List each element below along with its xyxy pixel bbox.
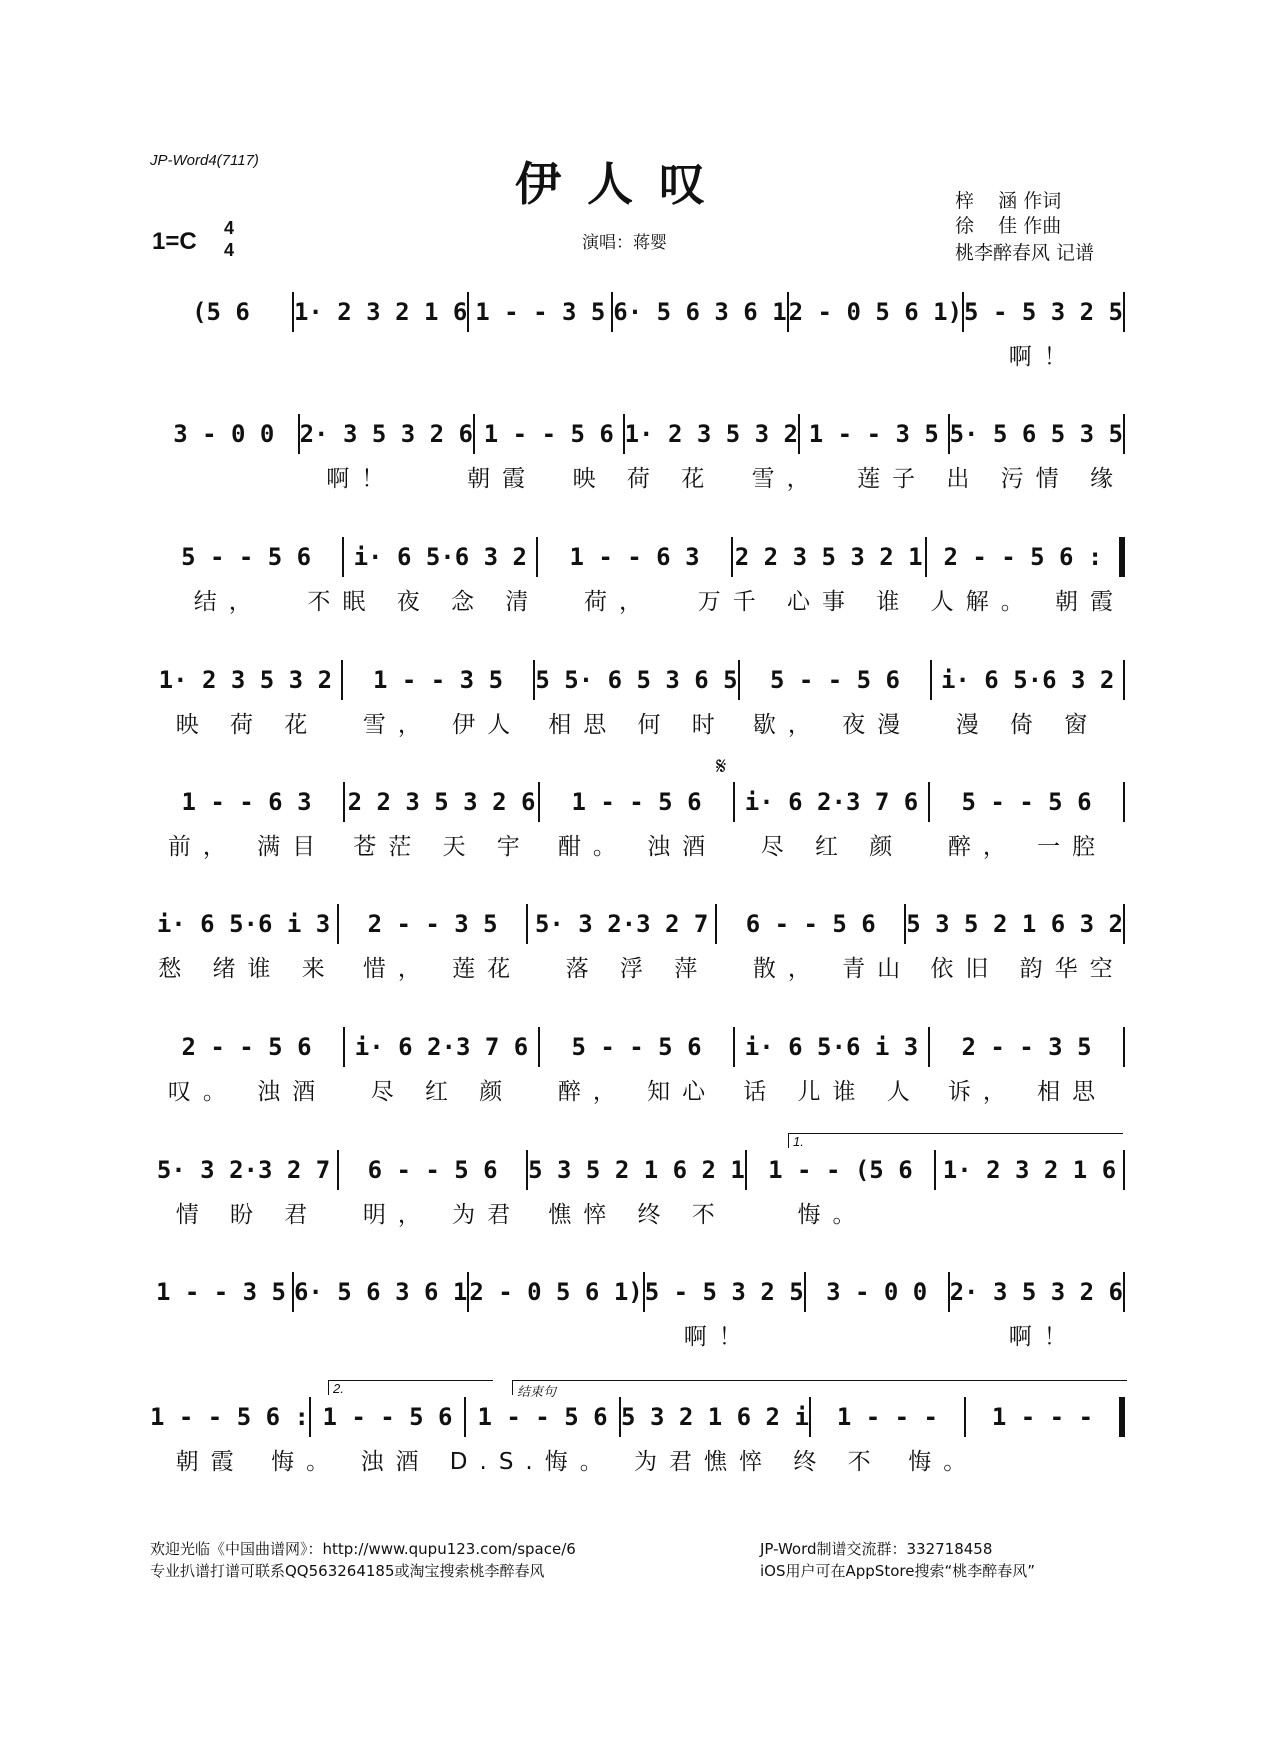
notes-row xyxy=(150,290,1125,334)
measure-notes: 6· 5 6 3 6 1 xyxy=(613,298,787,326)
measure-notes: 1 - - 5 6 : xyxy=(150,1403,309,1431)
measure-notes: 1· 2 3 2 1 6 xyxy=(942,1156,1117,1184)
measure-notes: 2 - - 5 6 xyxy=(181,1033,312,1061)
measure-notes: 6· 5 6 3 6 1 xyxy=(293,1278,468,1306)
measure-lyrics: 惜， 莲花 xyxy=(362,956,523,982)
measure-lyrics xyxy=(313,338,476,371)
measure-notes: 2 - - 3 5 xyxy=(961,1033,1092,1061)
measure-lyrics: 啊！ xyxy=(326,466,397,492)
measure-lyrics: 悔。 浊酒 D.S. xyxy=(271,1449,545,1475)
measure-notes: 5 3 5 2 1 6 3 2 xyxy=(906,910,1123,938)
footer-website: 欢迎光临《中国曲谱网》：http://www.qupu123.com/space/6 xyxy=(150,1540,576,1558)
measure-lyrics xyxy=(475,1318,638,1351)
measure-lyrics: 啊！ xyxy=(1008,1324,1079,1350)
measure-notes: i· 6 2·3 7 6 xyxy=(354,1033,529,1061)
measure-notes: 1 - - 6 3 xyxy=(181,788,312,816)
measure-notes: 1 - - 3 5 xyxy=(155,1278,286,1306)
measure-lyrics: 万千 心事 谁 人 xyxy=(697,589,966,615)
measure-notes: 5 - 5 3 2 5 xyxy=(964,298,1123,326)
measure-notes: 5 - - 5 6 xyxy=(571,1033,702,1061)
measure-lyrics: 尽 红 颜 xyxy=(370,1079,515,1105)
measure-notes: 1 - - - xyxy=(991,1403,1094,1431)
measure-notes: 2 2 3 5 3 2 6 xyxy=(347,788,536,816)
measure-notes: 3 - 0 0 xyxy=(173,420,275,448)
measure-notes: 2 - 0 5 6 1) xyxy=(469,1278,643,1306)
measure-notes: i· 6 5·6 i 3 xyxy=(744,1033,919,1061)
measure-lyrics: 醉， 知心 xyxy=(557,1079,718,1105)
measure-lyrics: 叹。 浊酒 xyxy=(167,1079,328,1105)
measure-lyrics xyxy=(150,338,313,371)
measure-notes: 5 - - 5 6 xyxy=(769,666,900,694)
volta-one-bracket: 1. xyxy=(788,1133,1123,1148)
end-bar-line xyxy=(1123,660,1125,700)
measure-lyrics: 前， 满目 xyxy=(167,834,328,860)
lyrics-row xyxy=(150,1073,1125,1106)
measure-lyrics: 映 荷 花 xyxy=(175,712,320,738)
measure-lyrics: 映 荷 花 xyxy=(572,466,717,492)
staff-system xyxy=(150,902,1125,1002)
measure-lyrics: 漫 倚 窗 xyxy=(955,712,1100,738)
measure-lyrics: 解。 朝霞 xyxy=(965,589,1125,615)
measure-notes: i· 6 5·6 3 2 xyxy=(353,543,527,571)
measure-lyrics: 尽 红 颜 xyxy=(760,834,905,860)
measure-notes: 1 - - 6 3 xyxy=(569,543,700,571)
measure-lyrics: 悔。 xyxy=(797,1202,868,1228)
measure-notes: 1 - - 5 6 xyxy=(477,1403,608,1431)
measure-lyrics xyxy=(1004,1443,1125,1476)
measure-notes: 3 - 0 0 xyxy=(826,1278,928,1306)
staff-system xyxy=(150,780,1125,880)
measure-lyrics xyxy=(313,1318,476,1351)
measure-lyrics: 落 浮 萍 xyxy=(565,956,710,982)
measure-lyrics: 啊！ xyxy=(1008,344,1079,370)
measure-notes: 5 3 2 1 6 2 i xyxy=(621,1403,809,1431)
measure-lyrics: 莲子 出 污情 缘 xyxy=(857,466,1125,492)
staff-system xyxy=(150,1148,1125,1248)
measure-lyrics: 醉， 一腔 xyxy=(947,834,1108,860)
measure-lyrics xyxy=(475,338,638,371)
measure-notes: 5 - - 5 6 xyxy=(961,788,1092,816)
notes-row xyxy=(150,1270,1125,1314)
measure-lyrics: 不眠 夜 念 清 xyxy=(307,589,541,615)
measure-lyrics: 朝霞 xyxy=(175,1449,246,1475)
end-bar-line xyxy=(1123,782,1125,822)
footer-ios: iOS用户可在AppStore搜索“桃李醉春风” xyxy=(760,1562,1035,1580)
measure-notes: 5 5· 6 5 3 6 5 xyxy=(535,666,738,694)
measure-notes: 6 - - 5 6 xyxy=(745,910,876,938)
notes-row xyxy=(150,1148,1125,1192)
measure-notes: 1· 2 3 2 1 6 xyxy=(293,298,468,326)
measure-notes: i· 6 5·6 i 3 xyxy=(156,910,331,938)
measure-lyrics: 散， 青山 xyxy=(752,956,913,982)
measure-lyrics: 荷， xyxy=(584,589,655,615)
end-bar-line xyxy=(1123,1150,1125,1190)
end-bar-line xyxy=(1119,1397,1125,1437)
lyrics-row xyxy=(150,1318,1125,1351)
measure-notes: 1 - - 5 6 xyxy=(322,1403,453,1431)
footer-contact: 专业扒谱打谱可联系QQ563264185或淘宝搜索桃李醉春风 xyxy=(150,1562,545,1580)
measure-notes: 5 - 5 3 2 5 xyxy=(644,1278,804,1306)
notes-row xyxy=(150,902,1125,946)
measure-lyrics xyxy=(800,338,963,371)
staff-system xyxy=(150,1270,1125,1370)
end-bar-line xyxy=(1123,414,1125,454)
score-title: 伊人叹 xyxy=(515,157,731,211)
measure-lyrics: 悔。 为君 xyxy=(544,1449,705,1475)
staff-system xyxy=(150,412,1125,512)
lyrics-row xyxy=(150,1196,1125,1229)
measure-lyrics: 结， xyxy=(193,589,264,615)
lyrics-row xyxy=(150,460,1125,493)
ending-phrase-bracket: 结束句 xyxy=(512,1380,1127,1395)
transcriber-credit: 桃李醉春风 记谱 xyxy=(955,242,1095,264)
measure-notes: 1 - - 3 5 xyxy=(475,298,606,326)
time-signature-bottom: 4 xyxy=(224,240,235,260)
measure-notes: 2 - - 5 6 : xyxy=(943,543,1103,571)
measure-notes: 2· 3 5 3 2 6 xyxy=(299,420,473,448)
measure-notes: 5· 3 2·3 2 7 xyxy=(534,910,709,938)
lyricist-credit: 梓 涵 作词 xyxy=(955,190,1062,212)
singer-credit: 演唱：蒋婴 xyxy=(582,233,667,253)
measure-notes: 1 - - (5 6 xyxy=(768,1156,913,1184)
measure-lyrics: 雪， xyxy=(751,466,822,492)
lyrics-row xyxy=(150,706,1125,739)
key-signature: 1=C xyxy=(152,228,197,255)
measure-notes: 1 - - - xyxy=(836,1403,938,1431)
measure-notes: 1· 2 3 5 3 2 xyxy=(624,420,798,448)
measure-lyrics: 话 儿谁 人 xyxy=(743,1079,922,1105)
measure-lyrics: 酣。 浊酒 xyxy=(557,834,718,860)
measure-notes: 2· 3 5 3 2 6 xyxy=(949,1278,1123,1306)
measure-lyrics: 悔。 xyxy=(908,1449,979,1475)
notes-row xyxy=(150,780,1125,824)
measure-notes: 1 - - 3 5 xyxy=(372,666,504,694)
measure-lyrics: 憔悴 终 不 xyxy=(704,1449,883,1475)
notes-row xyxy=(150,535,1125,579)
staff-system xyxy=(150,1395,1125,1495)
measure-lyrics: 朝霞 xyxy=(467,466,538,492)
notes-row xyxy=(150,412,1125,456)
measure-lyrics xyxy=(800,1318,963,1351)
end-bar-line xyxy=(1123,292,1125,332)
measure-lyrics: 诉， 相思 xyxy=(947,1079,1108,1105)
measure-lyrics: 依旧 韵华空 xyxy=(930,956,1125,982)
measure-notes: 1 - - 3 5 xyxy=(808,420,939,448)
measure-lyrics: 明， 为君 xyxy=(362,1202,523,1228)
end-bar-line xyxy=(1119,537,1125,577)
staff-system xyxy=(150,658,1125,758)
lyrics-row xyxy=(150,1443,1125,1476)
end-bar-line xyxy=(1123,1027,1125,1067)
measure-lyrics: 情 盼 君 xyxy=(175,1202,320,1228)
notes-row xyxy=(150,1025,1125,1069)
measure-notes: i· 6 5·6 3 2 xyxy=(940,666,1115,694)
measure-notes: 5· 5 6 5 3 5 xyxy=(949,420,1123,448)
measure-lyrics xyxy=(930,1196,1125,1229)
measure-notes: (5 6 xyxy=(192,298,250,326)
measure-lyrics: 啊！ xyxy=(683,1324,754,1350)
lyrics-row xyxy=(150,828,1125,861)
measure-lyrics: 苍茫 天 宇 xyxy=(353,834,532,860)
measure-notes: 6 - - 5 6 xyxy=(367,1156,498,1184)
lyrics-row xyxy=(150,583,1125,616)
lyrics-row xyxy=(150,338,1125,371)
measure-lyrics xyxy=(638,338,801,371)
measure-notes: 1 - - 5 6 xyxy=(483,420,614,448)
measure-lyrics: 憔悴 终 不 xyxy=(548,1202,727,1228)
staff-system xyxy=(150,1025,1125,1125)
staff-system xyxy=(150,290,1125,390)
measure-notes: 2 - - 3 5 xyxy=(367,910,498,938)
notes-row xyxy=(150,658,1125,702)
measure-lyrics: 歇， 夜漫 xyxy=(752,712,913,738)
end-bar-line xyxy=(1123,904,1125,944)
measure-notes: 1· 2 3 5 3 2 xyxy=(158,666,333,694)
software-version: JP-Word4(7117) xyxy=(150,152,259,169)
measure-notes: 2 2 3 5 3 2 1 xyxy=(734,543,923,571)
footer-group: JP-Word制谱交流群：332718458 xyxy=(760,1540,993,1558)
notes-row xyxy=(150,1395,1125,1439)
measure-notes: 5· 3 2·3 2 7 xyxy=(156,1156,331,1184)
measure-notes: 5 - - 5 6 xyxy=(181,543,312,571)
measure-lyrics: 相思 何 时 xyxy=(548,712,727,738)
composer-credit: 徐 佳 作曲 xyxy=(955,215,1062,237)
measure-notes: i· 6 2·3 7 6 xyxy=(744,788,919,816)
volta-two-bracket: 2. xyxy=(328,1380,493,1395)
measure-lyrics: 愁 绪谁 来 xyxy=(158,956,337,982)
measure-notes: 5 3 5 2 1 6 2 1 xyxy=(528,1156,745,1184)
end-bar-line xyxy=(1123,1272,1125,1312)
staff-system xyxy=(150,535,1125,635)
measure-lyrics xyxy=(150,1318,313,1351)
time-signature-top: 4 xyxy=(224,218,235,238)
lyrics-row xyxy=(150,950,1125,983)
measure-notes: 1 - - 5 6 xyxy=(571,788,702,816)
segno-sign: 𝄋 xyxy=(716,752,727,780)
measure-notes: 2 - 0 5 6 1) xyxy=(788,298,963,326)
measure-lyrics: 雪， 伊人 xyxy=(362,712,523,738)
measure-lyrics xyxy=(150,460,291,493)
